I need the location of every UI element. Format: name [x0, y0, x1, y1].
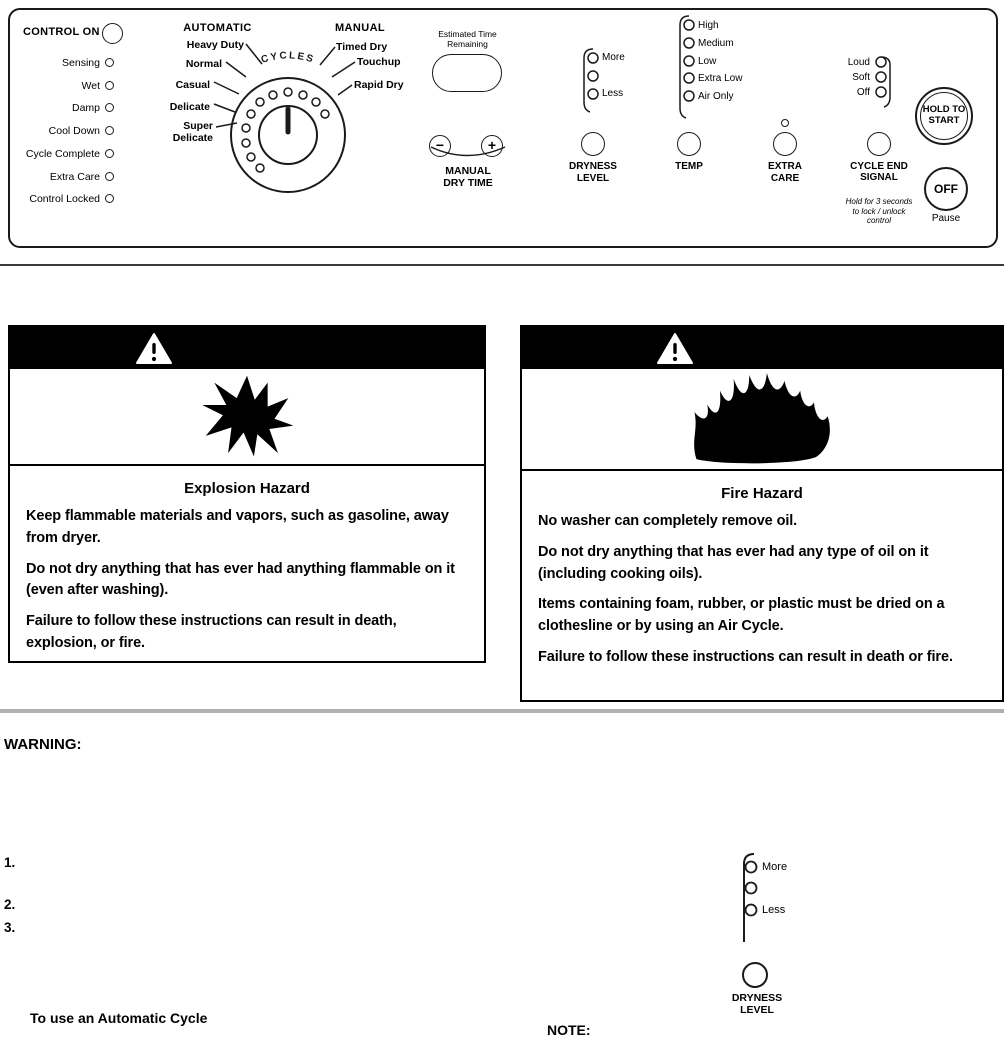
cycle-label-heavy-duty: Heavy Duty [186, 39, 244, 51]
dryness-more-label: More [602, 52, 625, 63]
status-row [18, 124, 114, 137]
explosion-icon [191, 374, 303, 460]
list-marker-2: 2. [4, 897, 16, 912]
automatic-cycle-heading: To use an Automatic Cycle [30, 1010, 208, 1026]
list-marker-1: 1. [4, 855, 16, 870]
dryness-level-button [581, 132, 605, 156]
signal-off-label: Off [856, 87, 870, 98]
explosion-warning-header [10, 327, 484, 369]
section-divider [0, 709, 1004, 713]
automatic-header: AUTOMATIC [183, 22, 252, 34]
cycle-label-normal: Normal [185, 58, 222, 70]
status-label: Damp [71, 101, 100, 114]
status-row [18, 79, 114, 92]
explosion-graphic-area [10, 369, 484, 466]
flame-icon [687, 373, 837, 465]
cycle-label-touchup: Touchup [357, 56, 401, 68]
cycle-end-signal-button [867, 132, 891, 156]
dry-time-bracket [425, 140, 511, 164]
control-panel [8, 8, 998, 248]
dryness-level-illustration [720, 852, 812, 1032]
cycle-end-signal-label: CYCLE END SIGNAL [850, 161, 908, 183]
temp-option-extra-low: Extra Low [698, 73, 743, 84]
fire-graphic-area [522, 369, 1002, 471]
control-on-label: CONTROL ON [23, 26, 100, 38]
off-button [924, 167, 968, 211]
explosion-hazard-box [8, 325, 486, 663]
cycles-label: CYCLES [259, 50, 317, 66]
control-on-light [102, 23, 123, 44]
fire-warning-header [522, 327, 1002, 369]
extra-care-label: EXTRA CARE [768, 161, 802, 184]
status-label: Extra Care [49, 170, 100, 183]
dryness-more-label: More [762, 861, 788, 873]
temp-button [677, 132, 701, 156]
hazard-paragraph: No washer can completely remove oil. [538, 513, 798, 529]
warning-heading: WARNING: [4, 736, 82, 753]
fire-hazard-title: Fire Hazard [721, 485, 803, 502]
manual-header: MANUAL [334, 22, 386, 34]
list-marker-3: 3. [4, 920, 16, 935]
status-light [105, 126, 114, 135]
status-label: Wet [81, 79, 100, 92]
start-button-inner [920, 92, 968, 140]
dry-time-plus-button: + [481, 135, 503, 157]
status-light [105, 194, 114, 203]
cycle-label-super-delicate: Super Delicate [172, 120, 213, 145]
status-label: Sensing [62, 56, 100, 69]
extra-care-light [781, 119, 789, 127]
dryness-less-label: Less [602, 88, 624, 99]
status-row [18, 170, 114, 183]
warning-triangle-icon [135, 332, 173, 365]
fire-hazard-box [520, 325, 1004, 702]
status-light [105, 149, 114, 158]
temp-option-air-only: Air Only [698, 91, 734, 102]
svg-text:CYCLES [260, 50, 316, 65]
estimated-time-display [432, 54, 502, 92]
signal-soft-label: Soft [852, 72, 870, 83]
status-row [18, 192, 114, 205]
explosion-hazard-title: Explosion Hazard [184, 480, 310, 497]
start-button-label: HOLD TO START [922, 104, 966, 126]
hazard-paragraph: Failure to follow these instructions can result in death or fire. [538, 648, 953, 665]
temp-option-low: Low [698, 56, 717, 67]
status-light [105, 172, 114, 181]
status-light [105, 81, 114, 90]
signal-loud-label: Loud [847, 57, 870, 68]
status-label: Cool Down [48, 124, 100, 137]
cycle-label-casual: Casual [175, 79, 210, 91]
hazard-paragraph: Items containing foam, rubber, or plastic must be dried on a clothesline or by using an Air Cycle. [538, 596, 945, 634]
dry-time-minus-button: − [429, 135, 451, 157]
note-heading: NOTE: [547, 1022, 591, 1038]
pause-label: Pause [931, 213, 961, 224]
manual-dry-time-label: MANUAL DRY TIME [443, 165, 493, 190]
estimated-time-label: Estimated Time Remaining [438, 29, 497, 50]
warning-triangle-icon [656, 332, 694, 365]
off-button-label: OFF [934, 182, 958, 196]
extra-care-button [773, 132, 797, 156]
hazard-paragraph: Do not dry anything that has ever had any type of oil on it (including cooking oils). [538, 543, 929, 582]
status-label: Control Locked [29, 192, 100, 205]
status-light [105, 58, 114, 67]
start-button [915, 87, 973, 145]
cycle-label-delicate: Delicate [169, 101, 210, 113]
status-row [18, 56, 114, 69]
temp-label: TEMP [675, 161, 703, 172]
status-light [105, 103, 114, 112]
dryness-level-label: DRYNESS LEVEL [569, 161, 617, 184]
hazard-paragraph: Failure to follow these instructions can result in death, explosion, or fire. [26, 613, 397, 651]
status-row [18, 147, 114, 160]
temp-option-medium: Medium [698, 38, 734, 49]
dryness-level-button [742, 962, 768, 988]
dryness-less-label: Less [762, 904, 786, 916]
status-row [18, 101, 114, 114]
dryness-level-label: DRYNESS LEVEL [731, 992, 783, 1017]
hazard-paragraph: Do not dry anything that has ever had anything flammable on it (even after washing). [26, 560, 455, 599]
status-label: Cycle Complete [25, 147, 100, 160]
cycle-label-rapid-dry: Rapid Dry [354, 79, 404, 91]
cycle-label-timed-dry: Timed Dry [336, 41, 388, 53]
lock-control-note: Hold for 3 seconds to lock / unlock control [845, 197, 913, 226]
hazard-paragraph: Keep flammable materials and vapors, such as gasoline, away from dryer. [26, 508, 449, 546]
temp-option-high: High [698, 20, 719, 31]
separator-line [0, 264, 1004, 266]
